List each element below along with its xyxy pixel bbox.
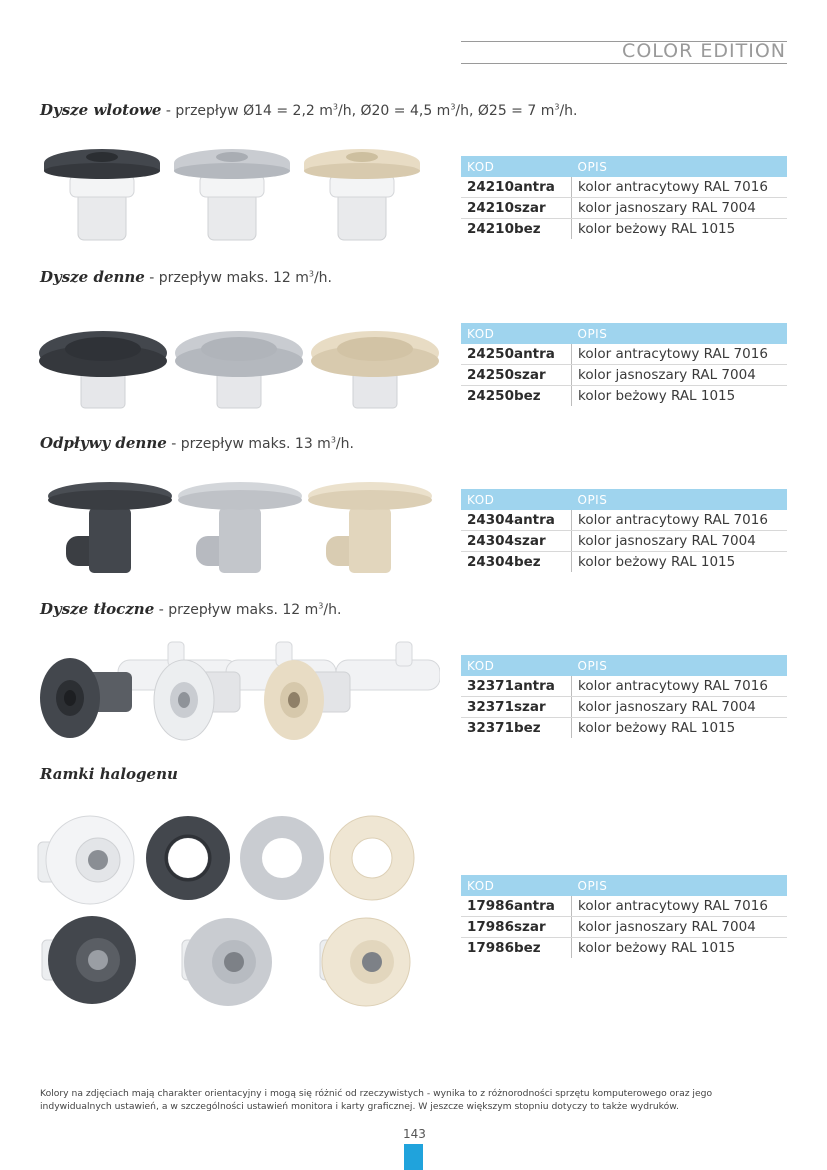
halogen-frame-white-with-lamp: [38, 816, 134, 904]
halogen-frame-szar: [240, 816, 324, 900]
inlet-nozzle-szar: [174, 149, 290, 240]
product-table-24250: [461, 323, 787, 406]
product-code: 24210szar: [461, 198, 572, 219]
product-desc: kolor beżowy RAL 1015: [578, 940, 736, 956]
product-desc: kolor antracytowy RAL 7016: [572, 344, 788, 365]
product-code: 17986bez: [461, 938, 572, 959]
column-header-desc: OPIS: [572, 655, 788, 676]
table-row: [461, 365, 787, 386]
table-row: [461, 219, 787, 240]
table-header-row: [461, 875, 787, 896]
product-desc: kolor beżowy RAL 1015: [578, 221, 736, 237]
table-row: [461, 344, 787, 365]
page-number: 143: [403, 1127, 426, 1141]
column-header-code: KOD: [461, 655, 572, 676]
color-disclaimer: Kolory na zdjęciach mają charakter orientacyjny i mogą się różnić od rzeczywistych - wynika to z różnorodności sprzętu komputerowego oraz jego indywidualnych ustawień, a w szczególności ustawień monitora i karty graficznej. W jeszcze większym stopniu dotyczy to także wydruków.: [40, 1088, 713, 1112]
unit-sup: 3: [330, 435, 336, 445]
inlet-nozzles-image: [40, 145, 440, 245]
product-desc: kolor jasnoszary RAL 7004: [572, 531, 788, 552]
product-code: 17986szar: [461, 917, 572, 938]
section-title: Dysze tłoczne: [40, 600, 155, 618]
section-title: Odpływy denne: [40, 434, 167, 452]
floor-nozzle-antra: [39, 331, 167, 408]
column-header-code: KOD: [461, 875, 572, 896]
table-row: [461, 676, 787, 697]
flow-text: /h.: [335, 436, 354, 452]
table-row: [461, 510, 787, 531]
unit-sup: 3: [318, 601, 324, 611]
flow-text: /h.: [313, 270, 333, 286]
unit-sup: 3: [450, 102, 456, 112]
column-header-code: KOD: [461, 323, 572, 344]
column-header-desc: OPIS: [572, 323, 788, 344]
flow-text: /h, Ø20 = 4,5 m: [338, 103, 451, 119]
table-row: [461, 531, 787, 552]
unit-sup: 3: [332, 102, 338, 112]
flow-text: /h.: [323, 602, 342, 618]
product-desc: kolor beżowy RAL 1015: [578, 554, 736, 570]
table-row: [461, 896, 787, 917]
product-desc: kolor beżowy RAL 1015: [578, 720, 736, 736]
table-header-row: [461, 655, 787, 676]
table-row: [461, 697, 787, 718]
section-title: Ramki halogenu: [40, 765, 178, 783]
table-header-row: [461, 489, 787, 510]
flow-text: /h, Ø25 = 7 m: [455, 103, 555, 119]
product-code: 24250antra: [461, 344, 572, 365]
product-table-24210: [461, 156, 787, 239]
product-desc: kolor jasnoszary RAL 7004: [572, 917, 788, 938]
return-nozzles-image: [38, 638, 440, 750]
product-code: 24250bez: [461, 386, 572, 407]
product-code: 17986antra: [461, 896, 572, 917]
section-heading-odplywy-denne: [40, 434, 354, 452]
table-row: [461, 718, 787, 739]
unit-sup: 3: [554, 102, 560, 112]
floor-drain-bez: [308, 482, 432, 573]
product-code: 24210bez: [461, 219, 572, 240]
product-desc: kolor beżowy RAL 1015: [578, 388, 736, 404]
product-code: 32371antra: [461, 676, 572, 697]
product-table-17986: [461, 875, 787, 958]
floor-drains-image: [44, 478, 434, 578]
flow-text: - przepływ maks. 12 m: [154, 602, 319, 618]
table-row: [461, 552, 787, 573]
product-code: 24250szar: [461, 365, 572, 386]
section-title: Dysze denne: [40, 268, 145, 286]
section-title: Dysze wlotowe: [40, 101, 162, 119]
flow-text: /h.: [559, 103, 578, 119]
product-code: 24210antra: [461, 177, 572, 198]
column-header-code: KOD: [461, 489, 572, 510]
table-header-row: [461, 323, 787, 344]
flow-text: - przepływ maks. 13 m: [166, 436, 331, 452]
floor-drain-antra: [48, 482, 172, 573]
halogen-frame-antra: [146, 816, 230, 900]
page-title: COLOR EDITION: [622, 40, 786, 62]
product-table-32371: [461, 655, 787, 738]
product-desc: kolor jasnoszary RAL 7004: [572, 365, 788, 386]
page-tab-marker: [404, 1144, 423, 1170]
floor-nozzles-image: [36, 325, 446, 410]
flow-text: - przepływ Ø14 = 2,2 m: [161, 103, 333, 119]
floor-drain-szar: [178, 482, 302, 573]
inlet-nozzle-antra: [44, 149, 160, 240]
table-row: [461, 917, 787, 938]
product-code: 24304szar: [461, 531, 572, 552]
halogen-frame-bez: [330, 816, 414, 900]
inlet-nozzle-bez: [304, 149, 420, 240]
column-header-desc: OPIS: [572, 156, 788, 177]
floor-nozzle-szar: [175, 331, 303, 408]
product-desc: kolor antracytowy RAL 7016: [572, 510, 788, 531]
unit-sup: 3: [308, 269, 314, 279]
floor-nozzle-bez: [311, 331, 439, 408]
column-header-code: KOD: [461, 156, 572, 177]
halogen-frames-image: [36, 812, 436, 1012]
product-desc: kolor jasnoszary RAL 7004: [572, 198, 788, 219]
halogen-lamp-bez: [320, 918, 410, 1006]
table-row: [461, 938, 787, 959]
product-code: 32371szar: [461, 697, 572, 718]
table-row: [461, 386, 787, 407]
product-table-24304: [461, 489, 787, 572]
flow-text: - przepływ maks. 12 m: [144, 270, 309, 286]
product-code: 24304bez: [461, 552, 572, 573]
section-heading-ramki-halogenu: [40, 765, 178, 783]
product-desc: kolor antracytowy RAL 7016: [572, 896, 788, 917]
table-row: [461, 198, 787, 219]
table-header-row: [461, 156, 787, 177]
product-code: 32371bez: [461, 718, 572, 739]
table-row: [461, 177, 787, 198]
column-header-desc: OPIS: [572, 489, 788, 510]
section-heading-dysze-tloczne: [40, 600, 341, 618]
halogen-lamp-szar: [182, 918, 272, 1006]
section-heading-dysze-denne: [40, 268, 332, 286]
product-desc: kolor jasnoszary RAL 7004: [572, 697, 788, 718]
product-code: 24304antra: [461, 510, 572, 531]
product-desc: kolor antracytowy RAL 7016: [572, 177, 788, 198]
product-desc: kolor antracytowy RAL 7016: [572, 676, 788, 697]
halogen-lamp-antra: [42, 916, 136, 1004]
section-heading-dysze-wlotowe: [40, 101, 578, 119]
column-header-desc: OPIS: [572, 875, 788, 896]
header-rule-bottom: [461, 63, 787, 64]
